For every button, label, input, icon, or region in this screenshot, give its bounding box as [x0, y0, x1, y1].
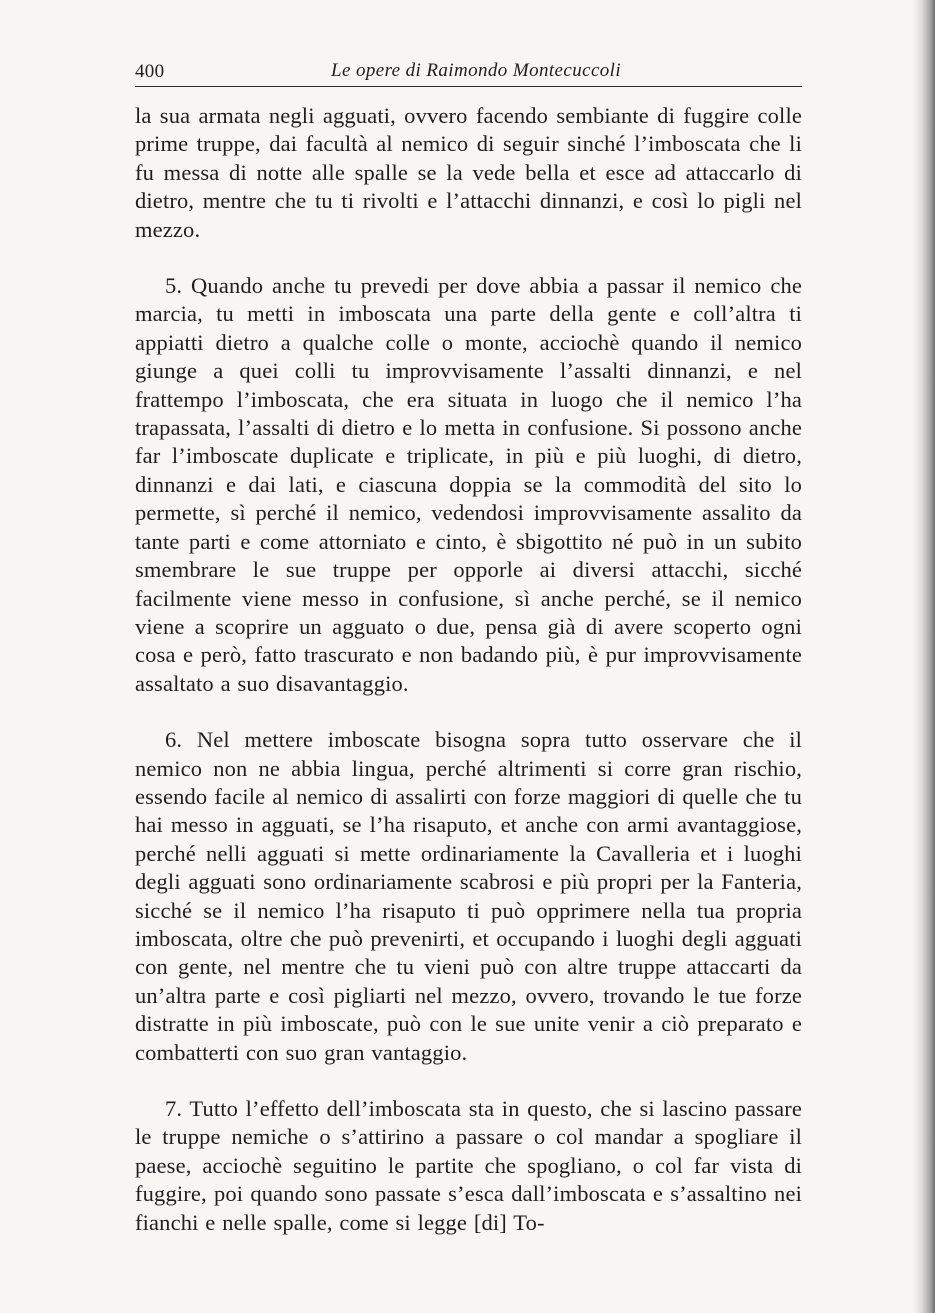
paragraph-5: 5. Quando anche tu prevedi per dove abbia a passar il nemico che marcia, tu metti in imboscata una parte della gente e coll’altra ti appiatti dietro a qualche colle o monte, acciochè quando il nemico giunge a quei colli tu improvvisamente l’assalti dinnanzi, e nel frattempo l’imboscata, che era situata in luogo che il nemico l’ha trapassata, l’assalti di dietro e lo metta in confusione. Si possono anche far l’imboscate duplicate e triplicate, in più e più luoghi, di dietro, dinnanzi e dai lati, e ciascuna doppia se la commodità del sito lo permette, sì perché il nemico, vedendosi improvvisamente assalito da tante parti e come attorniato e cinto, è sbigottito né può in un subito smembrare le sue truppe per opporle ai diversi attacchi, sicché facilmente viene messo in confusione, sì anche perché, se il nemico viene a scoprire un agguato o due, pensa già di avere scoperto ogni cosa e però, fatto trascurato e non badando più, è pur improvvisamente assaltato a suo disavantaggio. — [135, 273, 802, 696]
paragraph-6: 6. Nel mettere imboscate bisogna sopra tutto osservare che il nemico non ne abbia lingua, perché altrimenti si corre gran rischio, essendo facile al nemico di assalirti con forze maggiori di quelle che tu hai messo in agguati, se l’ha risaputo, et anche con armi avantaggiose, perché nelli agguati si mette ordinariamente la Cavalleria et i luoghi degli agguati sono ordinariamente scabrosi e più propri per la Fanteria, sicché se il nemico l’ha risaputo ti può opprimere nella tua propria imboscata, oltre che può prevenirti, et occupando i luoghi degli agguati con gente, nel mentre che tu vieni può con altre truppe attaccarti da un’altra parte e così pigliarti nel mezzo, ovvero, trovando le tue forze distratte in più imboscate, può con le sue unite venir a ciò preparato e combatterti con suo gran vantaggio. — [135, 727, 802, 1065]
paragraph-continuation: la sua armata negli agguati, ovvero facendo sembiante di fuggire colle prime truppe, dai facultà al nemico di seguir sinché l’imboscata che li fu messa di notte alle spalle se la vede bella et esce ad attaccarlo di dietro, mentre che tu ti rivolti e l’attacchi dinnanzi, e così lo pigli nel mezzo. — [135, 103, 802, 242]
paragraph-7: 7. Tutto l’effetto dell’imboscata sta in questo, che si lascino passare le truppe nemiche o s’attirino a passare o col mandar a spogliare il paese, acciochè seguitino le partite che spogliano, o col far vista di fuggire, poi quando sono passate s’esca dall’imboscata e s’assaltino nei fianchi e nelle spalle, come si legge [di] To- — [135, 1096, 802, 1235]
running-title: Le opere di Raimondo Montecuccoli — [331, 60, 622, 81]
page-edge-shadow — [913, 0, 935, 1313]
page-number: 400 — [135, 61, 165, 82]
page-header — [135, 58, 802, 87]
body-text — [135, 102, 802, 1237]
